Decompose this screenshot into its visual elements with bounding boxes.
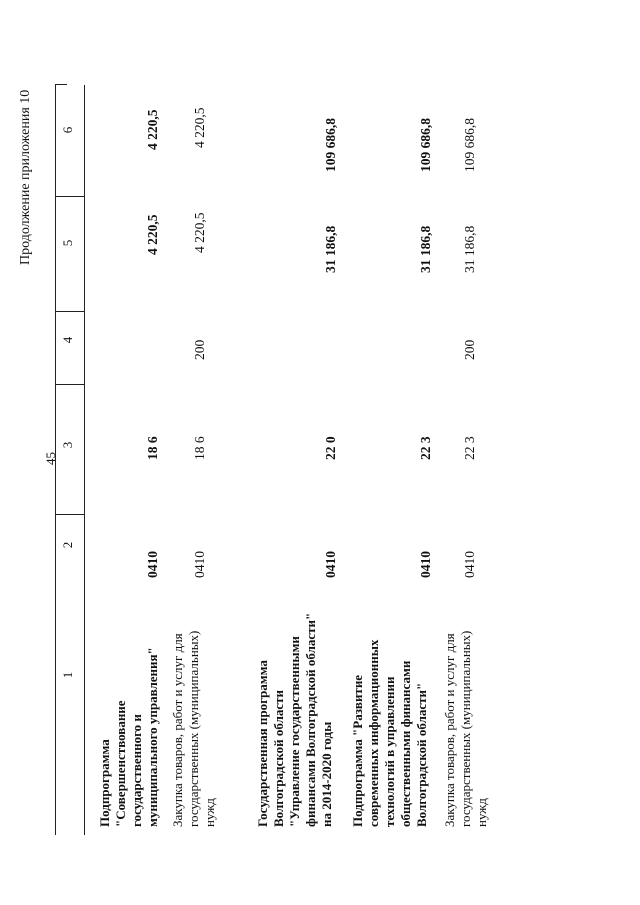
row-value-5: 4 220,5: [192, 212, 207, 253]
column-header-4: 4: [60, 336, 75, 344]
table-row-name: Государственная программа Волгоградской области "Управление государственными финансами Волгоградской области" на 2014-2020 годы: [255, 612, 334, 827]
row-value-6: 109 686,8: [323, 118, 338, 172]
column-divider: [55, 514, 84, 515]
row-target: 22 0: [323, 436, 338, 460]
row-code: 0410: [323, 551, 338, 578]
row-value-6: 4 220,5: [192, 107, 207, 148]
column-header-3: 3: [60, 441, 75, 449]
table-top-rule: [55, 85, 56, 835]
column-divider: [55, 384, 84, 385]
table-row-name: Подпрограмма "Совершенствование государственного и муниципального управления": [97, 647, 160, 827]
column-header-1: 1: [60, 671, 75, 679]
row-expense-type: 200: [192, 339, 207, 360]
row-value-5: 31 186,8: [418, 225, 433, 273]
column-divider: [55, 311, 84, 312]
row-code: 0410: [462, 551, 477, 578]
row-target: 18 6: [192, 436, 207, 460]
column-header-6: 6: [60, 126, 75, 134]
row-target: 18 6: [145, 436, 160, 460]
row-target: 22 3: [462, 436, 477, 460]
row-target: 22 3: [418, 436, 433, 460]
table-row-name: Закупка товаров, работ и услуг для государственных (муниципальных) нужд: [170, 630, 217, 827]
row-value-6: 109 686,8: [462, 118, 477, 172]
appendix-caption: Продолжение приложения 10: [18, 89, 33, 265]
row-code: 0410: [192, 551, 207, 578]
table-row-name: Подпрограмма "Развитие современных информационных технологий в управлении общественными финансами Волгоградской области": [350, 639, 429, 827]
table-header-rule: [84, 85, 85, 835]
row-value-5: 31 186,8: [323, 225, 338, 273]
column-divider: [55, 196, 84, 197]
row-expense-type: 200: [462, 339, 477, 360]
column-header-5: 5: [60, 239, 75, 247]
row-value-6: 4 220,5: [145, 109, 160, 150]
row-value-6: 109 686,8: [418, 118, 433, 172]
row-value-5: 4 220,5: [145, 214, 160, 255]
row-code: 0410: [418, 551, 433, 578]
table-row-name: Закупка товаров, работ и услуг для государственных (муниципальных) нужд: [442, 630, 489, 827]
row-code: 0410: [145, 551, 160, 578]
column-header-2: 2: [60, 541, 75, 549]
column-divider: [55, 84, 67, 85]
row-value-5: 31 186,8: [462, 225, 477, 273]
page-number: 45: [43, 452, 58, 465]
